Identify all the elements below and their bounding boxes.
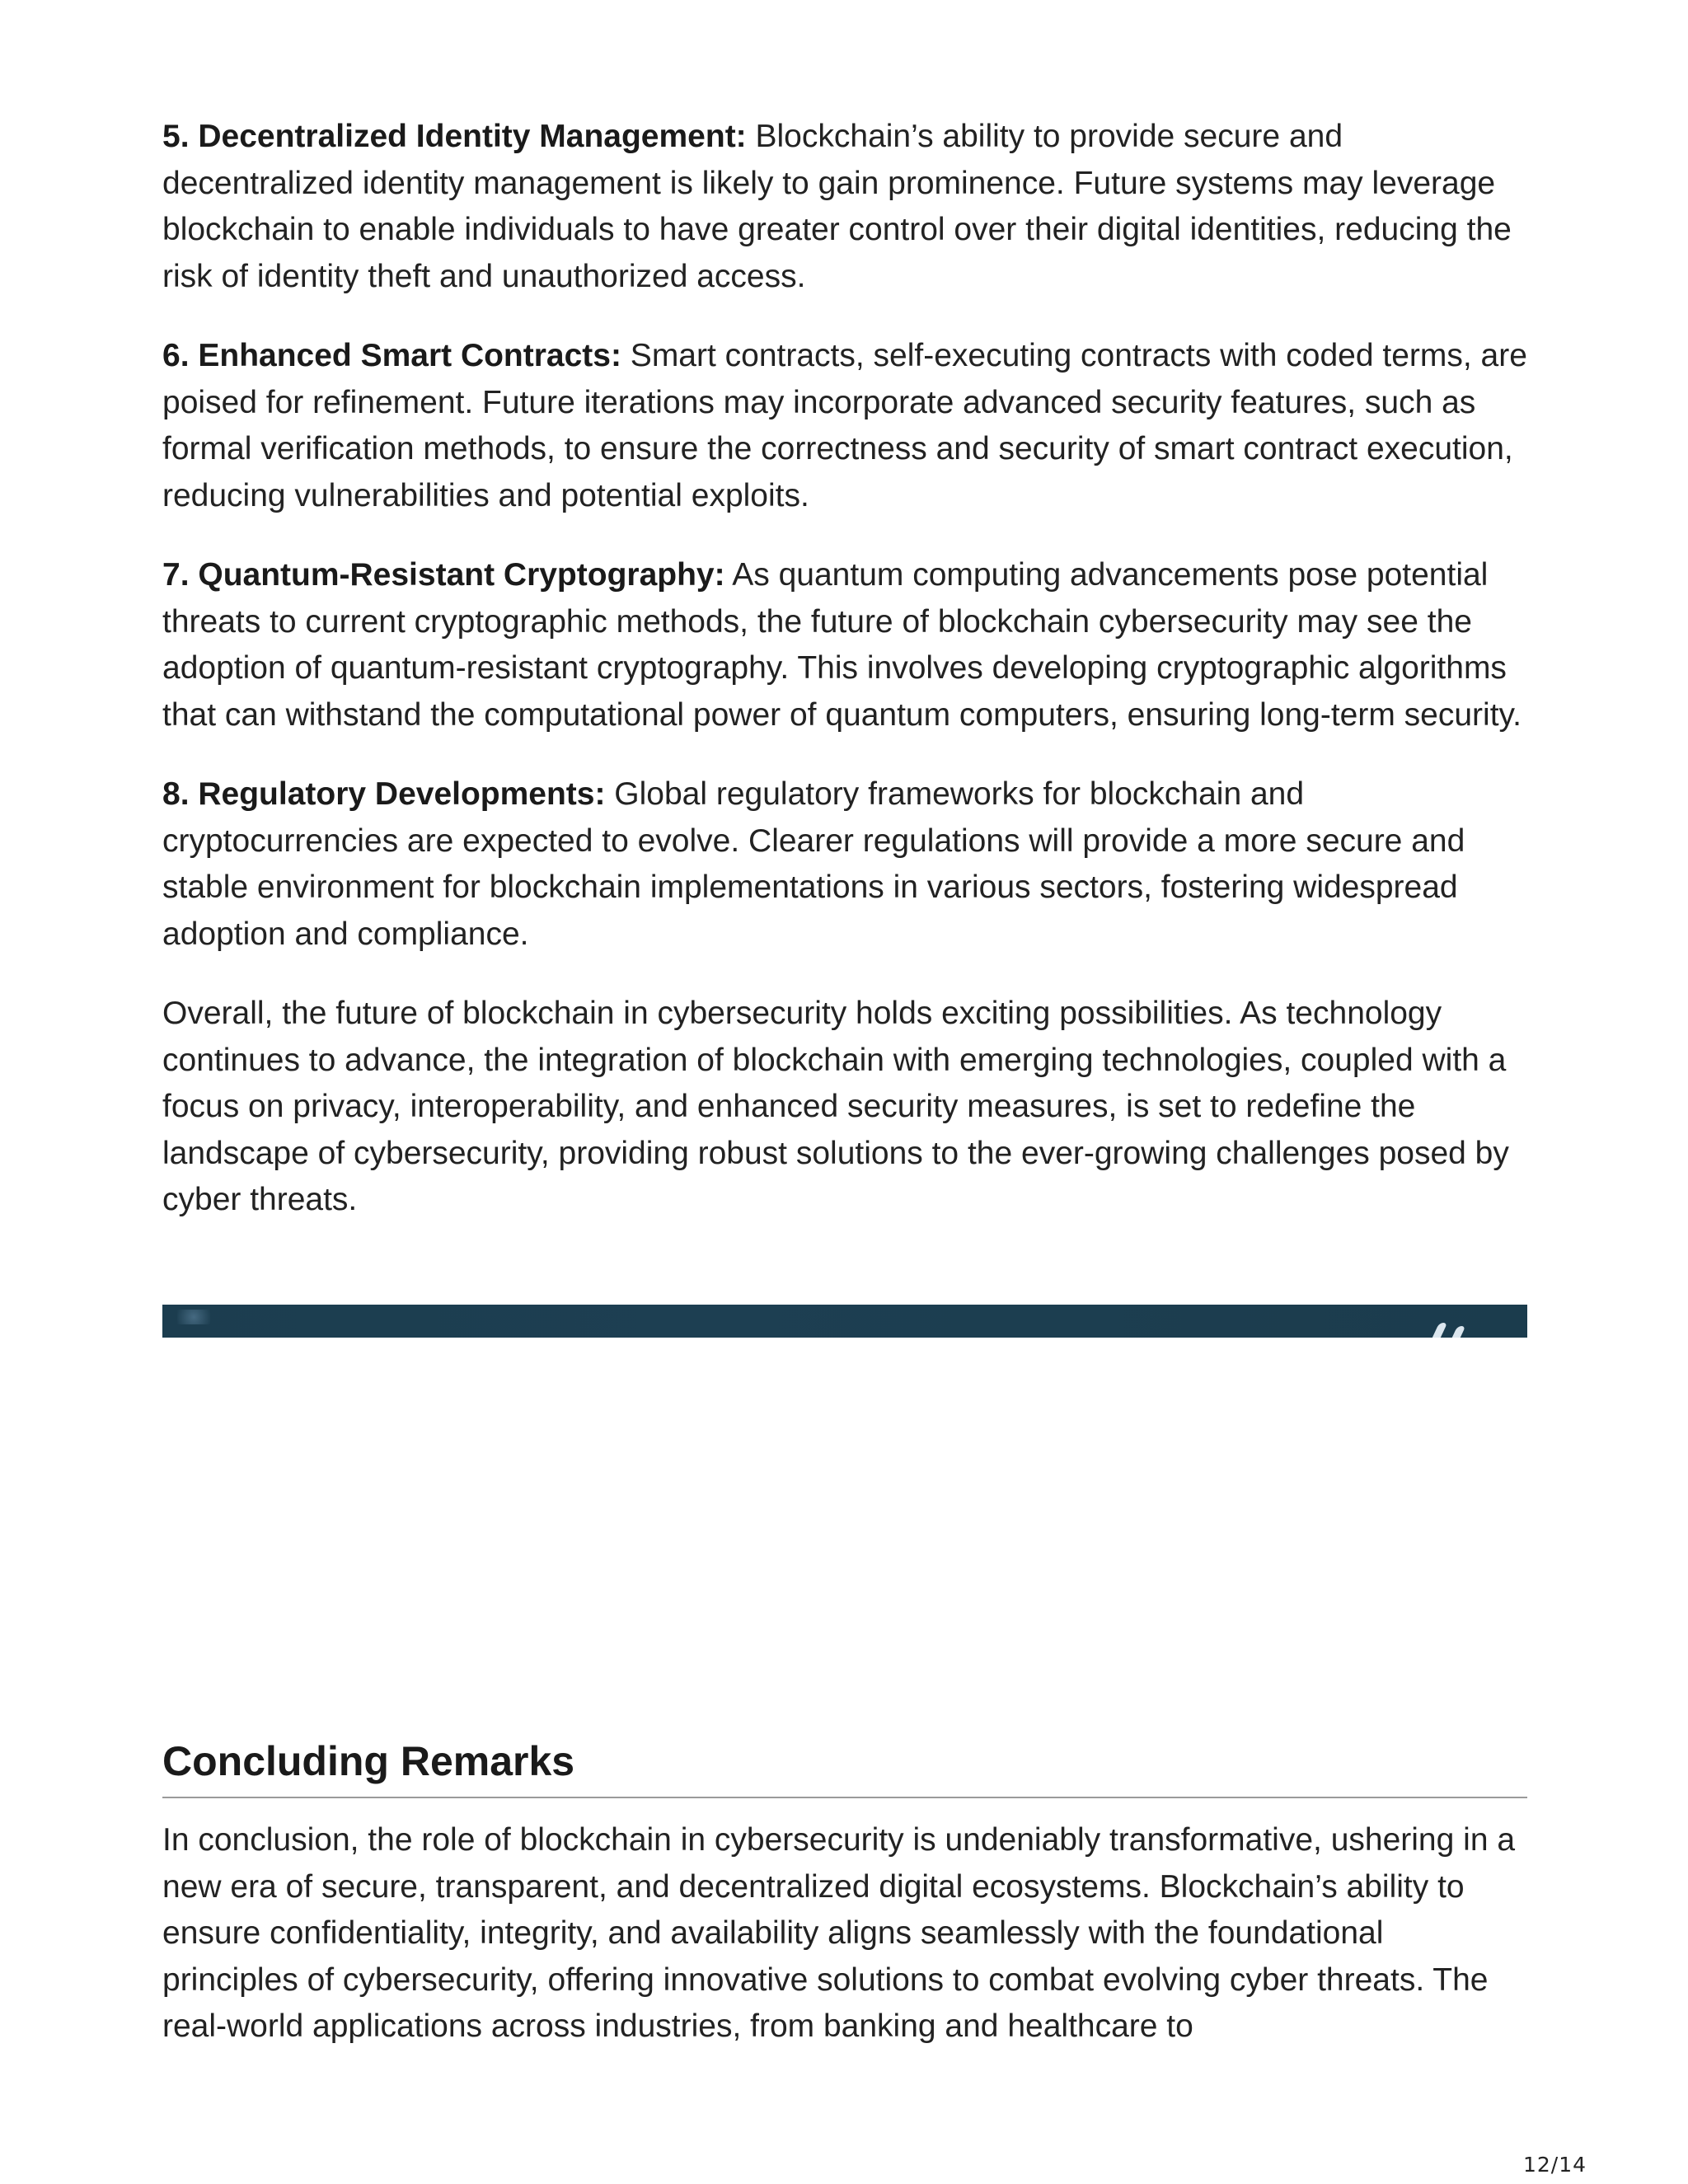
page-number: 12/14 [1522,2153,1587,2177]
article-image-cropped [162,1305,1527,1338]
item-body: As quantum computing advancements pose potential threats to current cryptographic methods, the future of blockchain cybersecurity may see the adoption of quantum-resistant cryptography. This involves developing cryptographic algorithms that can withstand the computational power of quantum computers, ensuring long-term security. [162,557,1522,733]
list-item-decentralized-identity [162,114,1527,300]
item-body: Smart contracts, self-executing contracts with coded terms, are poised for refinement. Future iterations may incorporate advanced security features, such as formal verification methods, to ensure the correctness and security of smart contract execution, reducing vulnerabilities and potential exploits. [162,338,1527,513]
image-glint [177,1310,210,1324]
conclusion-paragraph: In conclusion, the role of blockchain in cybersecurity is undeniably transformative, ushering in a new era of secure, transparent, and decentralized digital ecosystems. Blockchain’s ability to ensure confidentiality, integrity, and availability aligns seamlessly with the foundational principles of cybersecurity, offering innovative solutions to combat evolving cyber threats. The real-world applications across industries, from banking and healthcare to [162,1822,1516,2044]
overall-paragraph: Overall, the future of blockchain in cybersecurity holds exciting possibilities. As technology continues to advance, the integration of blockchain with emerging technologies, coupled with a focus on privacy, interoperability, and enhanced security measures, is set to redefine the landscape of cybersecurity, providing robust solutions to the ever-growing challenges posed by cyber threats. [162,996,1509,1217]
item-title: 5. Decentralized Identity Management: [162,119,747,154]
list-item-smart-contracts [162,333,1527,519]
section-heading: Concluding Remarks [162,1737,1527,1798]
item-body: Blockchain’s ability to provide secure and decentralized identity management is likely to gain prominence. Future systems may leverage blockchain to enable individuals to have greater control over their digital identities, reducing the risk of identity theft and unauthorized access. [162,119,1512,294]
list-item-quantum-cryptography [162,552,1527,738]
item-title: 6. Enhanced Smart Contracts: [162,338,621,373]
list-item-regulatory [162,771,1527,958]
item-body: Global regulatory frameworks for blockchain and cryptocurrencies are expected to evolve. Clearer regulations will provide a more secure and stable environment for blockchain implementations in various sectors, fostering widespread adoption and compliance. [162,776,1465,952]
item-title: 8. Regulatory Developments: [162,776,606,812]
image-detail [1452,1326,1466,1338]
image-detail [1432,1323,1447,1338]
item-title: 7. Quantum-Resistant Cryptography: [162,557,725,593]
article-body [162,114,1527,1257]
